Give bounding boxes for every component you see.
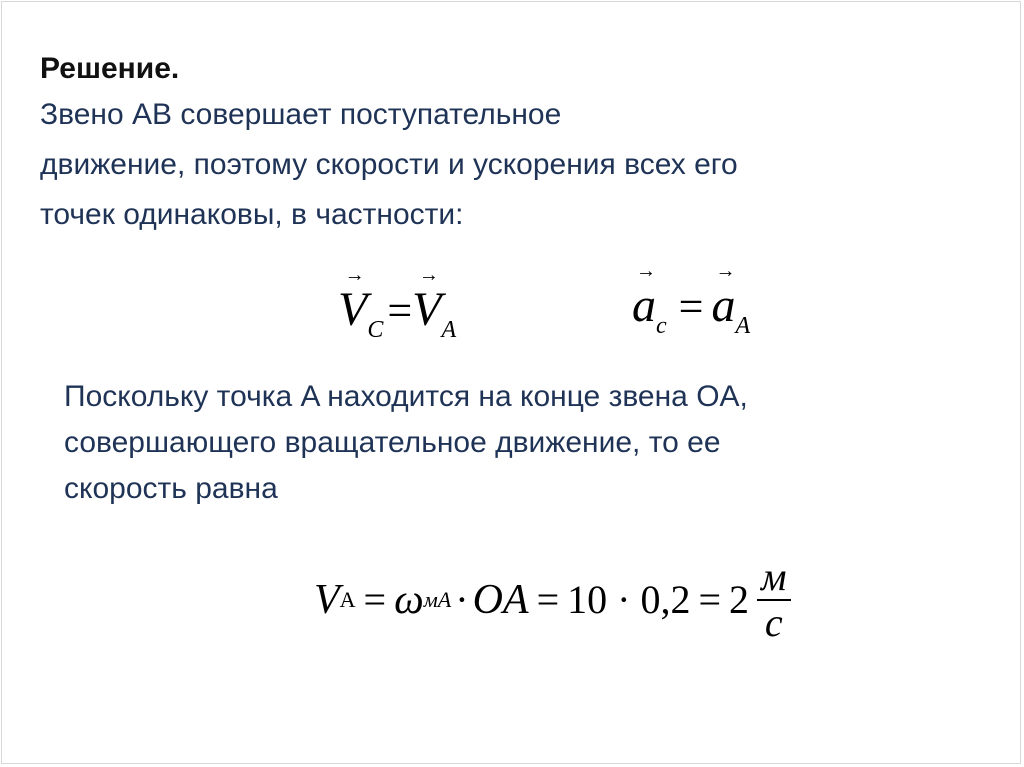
segment-oa: OA (472, 577, 529, 623)
solution-text-line-1: Звено AB совершает поступательное (40, 98, 562, 131)
vector-arrow-icon: → (715, 260, 736, 282)
symbol-omega: ω (394, 577, 424, 623)
symbol-v: V (338, 283, 368, 336)
subscript-c: C (367, 317, 384, 343)
solution-heading: Решение. (40, 52, 180, 85)
multiply-dot: · (455, 577, 469, 622)
vector-v-a (412, 264, 442, 336)
solution-text-line-2: движение, поэтому скорости и ускорения всех его (40, 148, 738, 181)
velocity-calculation-formula (314, 550, 791, 650)
subscript-a: A (441, 317, 457, 343)
vector-arrow-icon: → (344, 264, 365, 286)
vector-a-c (632, 260, 656, 332)
equals-sign: = (536, 577, 560, 622)
equals-sign: = (698, 577, 722, 622)
solution-text-line-3: точек одинаковы, в частности: (40, 198, 464, 231)
subscript-a: A (339, 587, 356, 612)
acceleration-equality-formula (632, 260, 751, 339)
equals-sign: = (363, 577, 387, 622)
symbol-v: V (314, 577, 340, 623)
unit-denominator: с (764, 600, 783, 645)
result-value: 2 (729, 577, 750, 622)
paragraph2-line-1: Поскольку точка A находится на конце звена OA, (64, 380, 748, 413)
vector-a-a (711, 260, 736, 332)
symbol-a: a (711, 279, 736, 332)
numeric-expression: 10 · 0,2 (567, 577, 691, 622)
vector-arrow-icon: → (636, 260, 656, 282)
subscript-a: A (735, 313, 751, 339)
slide (1, 1, 1021, 764)
subscript-c: c (656, 313, 667, 339)
equals-sign: = (678, 282, 704, 331)
unit-fraction (757, 554, 791, 645)
equals-sign: = (387, 286, 413, 335)
paragraph2-line-3: скорость равна (64, 472, 278, 505)
subscript-ma: мA (423, 587, 452, 612)
unit-numerator: м (761, 554, 787, 599)
symbol-v: V (412, 283, 442, 336)
velocity-equality-formula (338, 264, 457, 343)
paragraph2-line-2: совершающего вращательное движение, то ее (64, 426, 721, 459)
vector-arrow-icon: → (418, 264, 439, 286)
vector-v-c (338, 264, 368, 336)
symbol-a: a (632, 279, 656, 332)
